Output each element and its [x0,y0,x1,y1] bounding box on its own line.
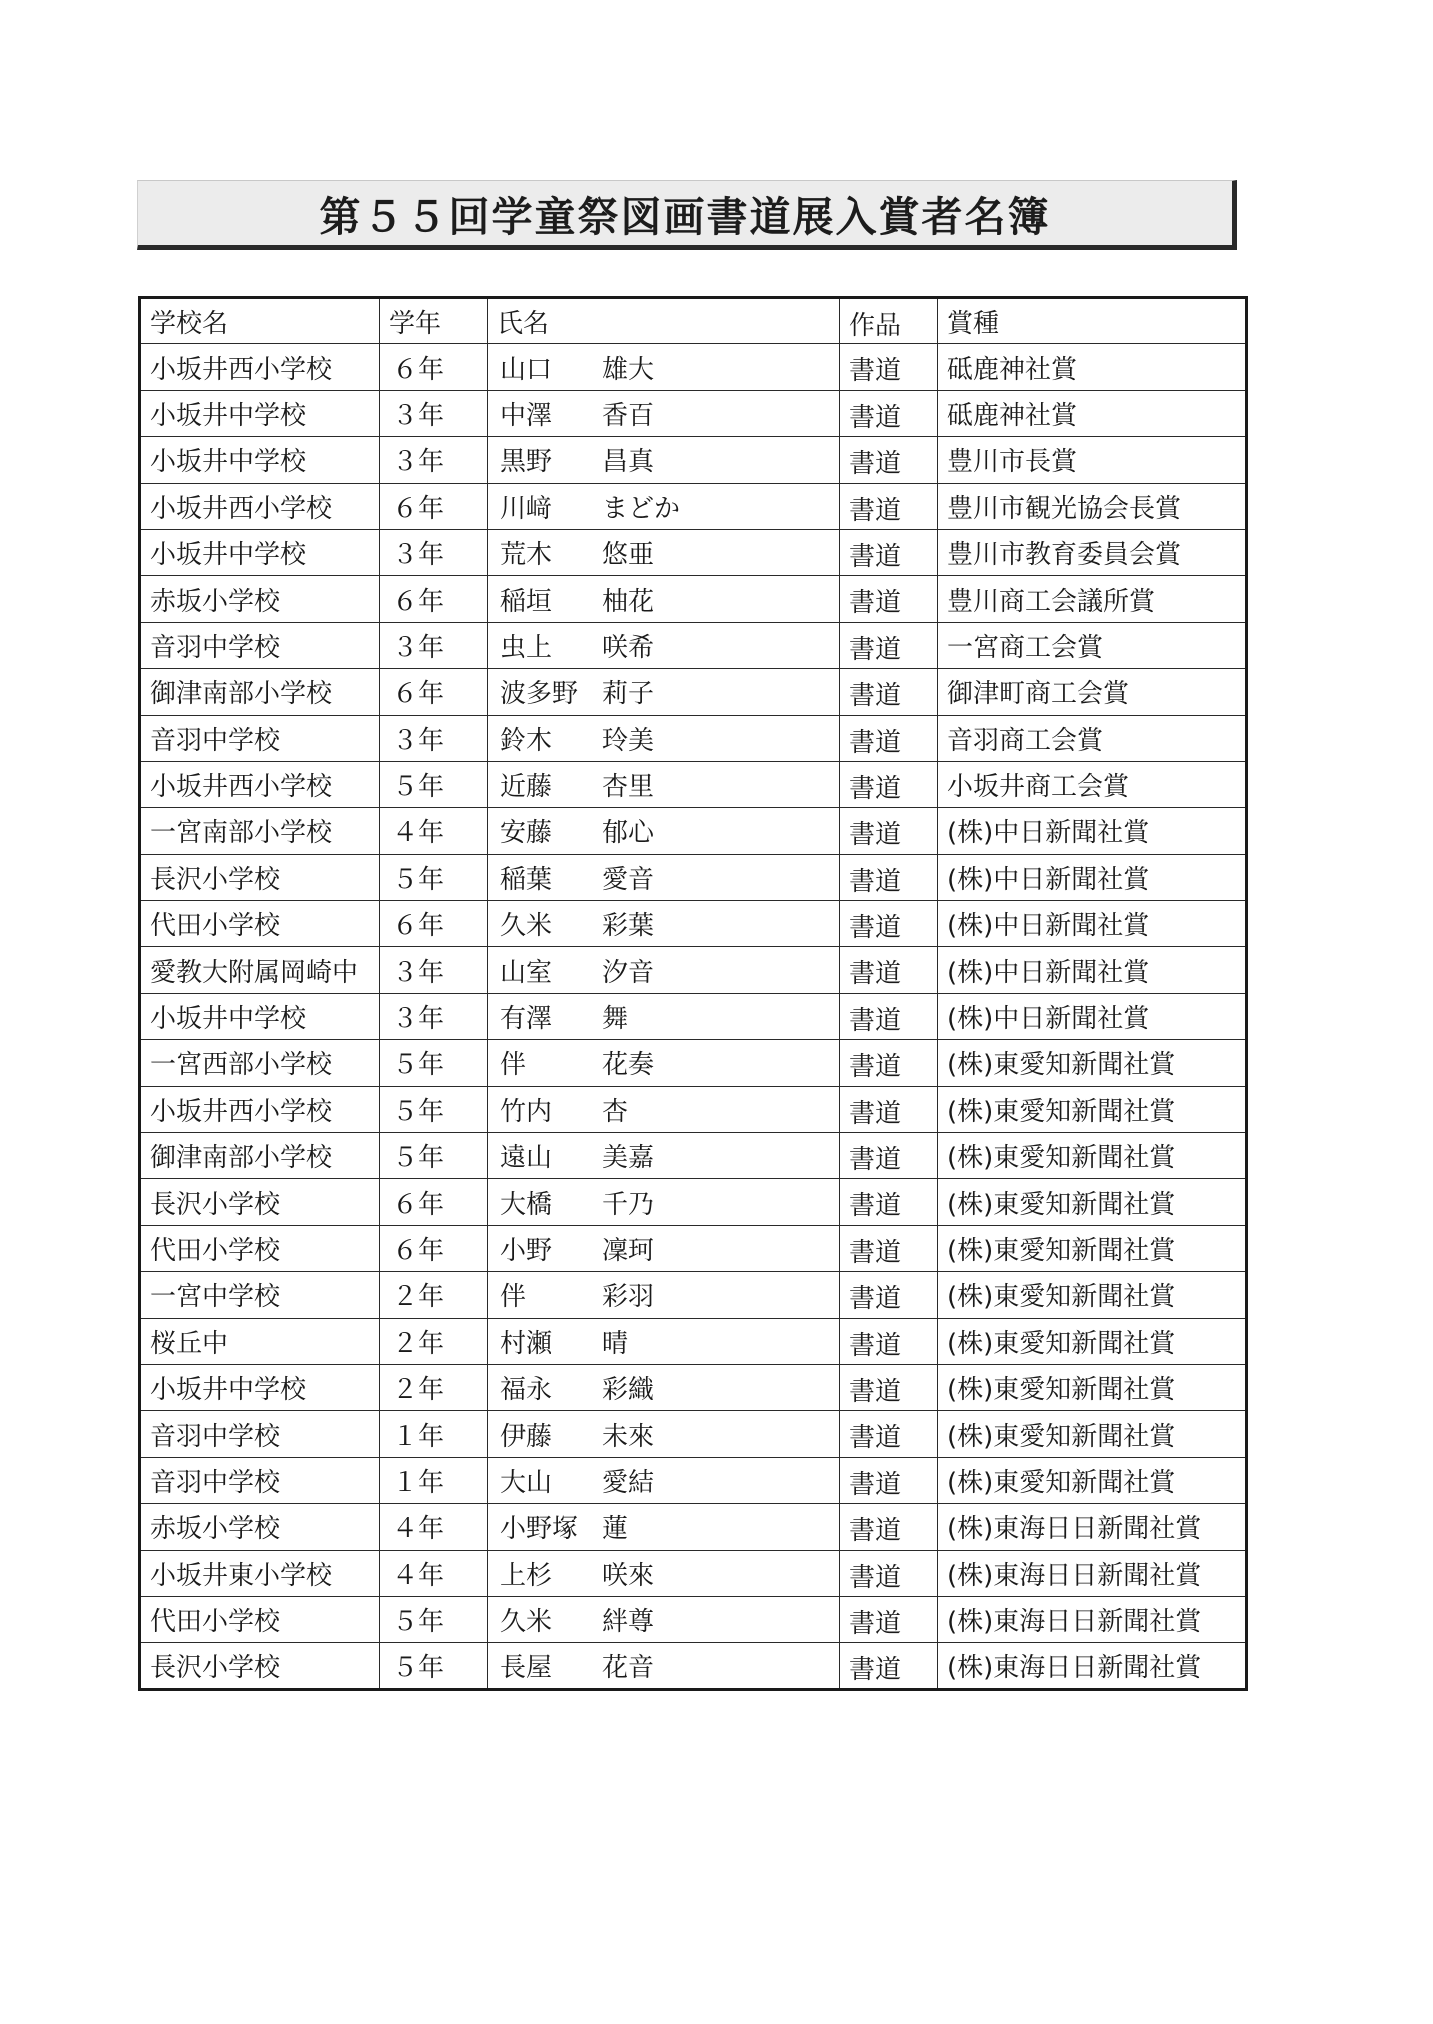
cell-school: 小坂井西小学校 [140,761,380,807]
family-name: 大山 [500,1467,553,1498]
family-name: 波多野 [500,679,579,710]
cell-work: 書道 [840,1550,938,1596]
cell-school: 御津南部小学校 [140,1133,380,1179]
title-banner [137,180,1237,250]
cell-name [488,1133,840,1179]
given-name: 美嘉 [602,1143,655,1174]
table-row [140,1040,1247,1086]
cell-work: 書道 [840,483,938,529]
table-row [140,1133,1247,1179]
family-name: 鈴木 [500,725,553,756]
cell-grade: ３年 [380,947,488,993]
family-name: 川﨑 [500,493,553,524]
family-name: 小野 [500,1236,553,1266]
cell-grade: ５年 [380,1643,488,1689]
header-grade: 学年 [380,298,488,344]
table-row [140,854,1247,900]
cell-work: 書道 [840,1504,938,1550]
cell-grade: ６年 [380,483,488,529]
given-name: 悠亜 [602,540,655,571]
given-name: 彩葉 [602,911,655,942]
given-name: 玲美 [602,725,655,756]
cell-work: 書道 [840,1133,938,1179]
cell-award: (株)東愛知新聞社賞 [938,1086,1247,1132]
cell-grade: ５年 [380,1086,488,1132]
cell-grade: ３年 [380,437,488,483]
table-row [140,1643,1247,1689]
given-name: 柚花 [602,586,655,617]
given-name: 晴 [602,1328,629,1359]
cell-grade: ２年 [380,1364,488,1410]
table-row [140,1596,1247,1642]
given-name: 花音 [602,1653,655,1684]
family-name: 中澤 [500,400,553,431]
cell-award: (株)東海日日新聞社賞 [938,1550,1247,1596]
family-name: 有澤 [500,1004,553,1035]
header-school: 学校名 [140,298,380,344]
given-name: 彩織 [602,1375,655,1406]
family-name: 安藤 [500,818,553,849]
family-name: 遠山 [500,1143,553,1174]
cell-school: 一宮中学校 [140,1272,380,1318]
cell-name [488,1596,840,1642]
family-name: 山口 [500,354,553,385]
cell-work: 書道 [840,1364,938,1410]
cell-grade: ６年 [380,344,488,390]
cell-work: 書道 [840,1596,938,1642]
family-name: 長屋 [500,1653,553,1684]
cell-award: (株)東愛知新聞社賞 [938,1225,1247,1271]
cell-award: (株)東愛知新聞社賞 [938,1179,1247,1225]
cell-work: 書道 [840,1179,938,1225]
given-name: 雄大 [602,354,655,385]
given-name: 杏里 [602,772,655,803]
cell-name [488,1550,840,1596]
cell-work: 書道 [840,808,938,854]
cell-work: 書道 [840,1457,938,1503]
family-name: 小野塚 [500,1514,579,1545]
table-row [140,947,1247,993]
cell-grade: ５年 [380,1596,488,1642]
cell-name [488,483,840,529]
cell-grade: ６年 [380,1179,488,1225]
cell-school: 音羽中学校 [140,622,380,668]
family-name: 竹内 [500,1096,553,1127]
given-name: 舞 [602,1004,629,1035]
table-row [140,344,1247,390]
cell-work: 書道 [840,622,938,668]
family-name: 虫上 [500,632,553,663]
cell-school: 長沢小学校 [140,1179,380,1225]
cell-school: 一宮南部小学校 [140,808,380,854]
cell-school: 長沢小学校 [140,1643,380,1689]
cell-grade: ３年 [380,715,488,761]
cell-grade: ３年 [380,390,488,436]
cell-award: (株)東海日日新聞社賞 [938,1643,1247,1689]
cell-grade: ３年 [380,622,488,668]
table-row [140,576,1247,622]
cell-work: 書道 [840,1411,938,1457]
award-winners-table [138,296,1248,1691]
cell-name [488,344,840,390]
cell-school: 桜丘中 [140,1318,380,1364]
cell-award: (株)東愛知新聞社賞 [938,1133,1247,1179]
given-name: 凜珂 [602,1236,655,1266]
cell-school: 小坂井中学校 [140,529,380,575]
given-name: 咲來 [602,1560,655,1591]
cell-school: 代田小学校 [140,901,380,947]
given-name: 未來 [602,1421,655,1452]
family-name: 稲葉 [500,864,553,895]
given-name: 蓮 [602,1514,629,1545]
cell-name [488,1504,840,1550]
cell-school: 赤坂小学校 [140,1504,380,1550]
given-name: 愛結 [602,1467,655,1498]
header-name: 氏名 [488,298,840,344]
cell-name [488,437,840,483]
cell-award: 豊川市長賞 [938,437,1247,483]
cell-work: 書道 [840,901,938,947]
table-row [140,1504,1247,1550]
cell-award: (株)中日新聞社賞 [938,854,1247,900]
cell-name [488,901,840,947]
family-name: 稲垣 [500,586,553,617]
cell-grade: ２年 [380,1272,488,1318]
given-name: まどか [602,493,681,524]
cell-name [488,1040,840,1086]
cell-award: 小坂井商工会賞 [938,761,1247,807]
cell-grade: ５年 [380,1133,488,1179]
table-row [140,1225,1247,1271]
table-row [140,1550,1247,1596]
cell-award: 砥鹿神社賞 [938,390,1247,436]
table-row [140,1457,1247,1503]
cell-grade: １年 [380,1411,488,1457]
cell-school: 長沢小学校 [140,854,380,900]
cell-award: 一宮商工会賞 [938,622,1247,668]
given-name: 郁心 [602,818,655,849]
cell-work: 書道 [840,715,938,761]
cell-award: 豊川市観光協会長賞 [938,483,1247,529]
cell-work: 書道 [840,437,938,483]
family-name: 伴 [500,1282,527,1313]
table-row [140,1411,1247,1457]
cell-grade: １年 [380,1457,488,1503]
cell-grade: ６年 [380,576,488,622]
cell-school: 小坂井中学校 [140,437,380,483]
cell-work: 書道 [840,529,938,575]
cell-name [488,622,840,668]
table-row [140,669,1247,715]
cell-work: 書道 [840,761,938,807]
cell-school: 代田小学校 [140,1225,380,1271]
family-name: 上杉 [500,1560,553,1591]
cell-work: 書道 [840,854,938,900]
family-name: 近藤 [500,772,553,803]
family-name: 久米 [500,911,553,942]
table-row [140,1364,1247,1410]
cell-name [488,1411,840,1457]
cell-school: 小坂井西小学校 [140,483,380,529]
cell-award: 御津町商工会賞 [938,669,1247,715]
cell-school: 音羽中学校 [140,1411,380,1457]
given-name: 香百 [602,400,655,431]
cell-grade: ６年 [380,669,488,715]
table-row [140,715,1247,761]
cell-award: 砥鹿神社賞 [938,344,1247,390]
table-body [140,344,1247,1689]
family-name: 大橋 [500,1189,553,1220]
cell-award: (株)中日新聞社賞 [938,808,1247,854]
cell-school: 小坂井中学校 [140,390,380,436]
cell-grade: ２年 [380,1318,488,1364]
given-name: 千乃 [602,1189,655,1220]
cell-school: 愛教大附属岡崎中 [140,947,380,993]
cell-work: 書道 [840,390,938,436]
table-header-row [140,298,1247,344]
cell-name [488,1225,840,1271]
family-name: 山室 [500,957,553,988]
header-work: 作品 [840,298,938,344]
table-row [140,437,1247,483]
cell-name [488,854,840,900]
cell-grade: ５年 [380,854,488,900]
family-name: 伊藤 [500,1421,553,1452]
cell-school: 一宮西部小学校 [140,1040,380,1086]
page-title: 第５５回学童祭図画書道展入賞者名簿 [319,192,1051,241]
cell-grade: ５年 [380,1040,488,1086]
cell-work: 書道 [840,669,938,715]
family-name: 黒野 [500,447,553,478]
cell-work: 書道 [840,1318,938,1364]
cell-work: 書道 [840,993,938,1039]
cell-school: 小坂井西小学校 [140,344,380,390]
cell-award: (株)東愛知新聞社賞 [938,1318,1247,1364]
table-row [140,1318,1247,1364]
cell-grade: ６年 [380,901,488,947]
cell-award: (株)中日新聞社賞 [938,993,1247,1039]
cell-grade: ６年 [380,1225,488,1271]
cell-work: 書道 [840,1225,938,1271]
cell-award: 音羽商工会賞 [938,715,1247,761]
given-name: 汐音 [602,957,655,988]
cell-name [488,1457,840,1503]
cell-school: 小坂井中学校 [140,1364,380,1410]
cell-grade: ３年 [380,529,488,575]
cell-award: (株)東海日日新聞社賞 [938,1504,1247,1550]
cell-award: (株)東海日日新聞社賞 [938,1596,1247,1642]
family-name: 久米 [500,1607,553,1638]
cell-school: 音羽中学校 [140,1457,380,1503]
cell-award: (株)東愛知新聞社賞 [938,1411,1247,1457]
cell-grade: ４年 [380,1504,488,1550]
cell-grade: ４年 [380,808,488,854]
cell-grade: ５年 [380,761,488,807]
cell-name [488,761,840,807]
table-row [140,1086,1247,1132]
cell-grade: ３年 [380,993,488,1039]
table-row [140,622,1247,668]
given-name: 愛音 [602,864,655,895]
table-row [140,529,1247,575]
table-row [140,901,1247,947]
table-row [140,483,1247,529]
cell-school: 小坂井東小学校 [140,1550,380,1596]
given-name: 杏 [602,1096,629,1127]
table-row [140,1179,1247,1225]
given-name: 莉子 [602,679,655,710]
cell-name [488,1179,840,1225]
cell-award: (株)東愛知新聞社賞 [938,1040,1247,1086]
cell-name [488,947,840,993]
given-name: 彩羽 [602,1282,655,1313]
cell-school: 音羽中学校 [140,715,380,761]
table-row [140,808,1247,854]
table-row [140,761,1247,807]
table-row [140,993,1247,1039]
cell-name [488,529,840,575]
cell-name [488,993,840,1039]
cell-award: (株)中日新聞社賞 [938,901,1247,947]
table-row [140,1272,1247,1318]
cell-name [488,669,840,715]
cell-award: (株)中日新聞社賞 [938,947,1247,993]
cell-school: 代田小学校 [140,1596,380,1642]
cell-work: 書道 [840,947,938,993]
cell-name [488,1318,840,1364]
cell-award: (株)東愛知新聞社賞 [938,1457,1247,1503]
cell-name [488,1364,840,1410]
given-name: 花奏 [602,1050,655,1081]
cell-work: 書道 [840,576,938,622]
cell-name [488,1272,840,1318]
cell-name [488,715,840,761]
table-row [140,390,1247,436]
cell-award: 豊川市教育委員会賞 [938,529,1247,575]
header-award: 賞種 [938,298,1247,344]
family-name: 村瀬 [500,1328,553,1359]
cell-work: 書道 [840,1272,938,1318]
cell-name [488,390,840,436]
given-name: 絆尊 [602,1607,655,1638]
cell-work: 書道 [840,1086,938,1132]
family-name: 荒木 [500,540,553,571]
cell-name [488,1643,840,1689]
family-name: 伴 [500,1050,527,1081]
cell-name [488,1086,840,1132]
family-name: 福永 [500,1375,553,1406]
cell-name [488,808,840,854]
cell-school: 小坂井西小学校 [140,1086,380,1132]
cell-work: 書道 [840,344,938,390]
cell-school: 小坂井中学校 [140,993,380,1039]
given-name: 咲希 [602,632,655,663]
given-name: 昌真 [602,447,655,478]
cell-award: (株)東愛知新聞社賞 [938,1364,1247,1410]
cell-award: 豊川商工会議所賞 [938,576,1247,622]
cell-school: 赤坂小学校 [140,576,380,622]
cell-name [488,576,840,622]
cell-grade: ４年 [380,1550,488,1596]
cell-work: 書道 [840,1643,938,1689]
cell-school: 御津南部小学校 [140,669,380,715]
cell-work: 書道 [840,1040,938,1086]
cell-award: (株)東愛知新聞社賞 [938,1272,1247,1318]
